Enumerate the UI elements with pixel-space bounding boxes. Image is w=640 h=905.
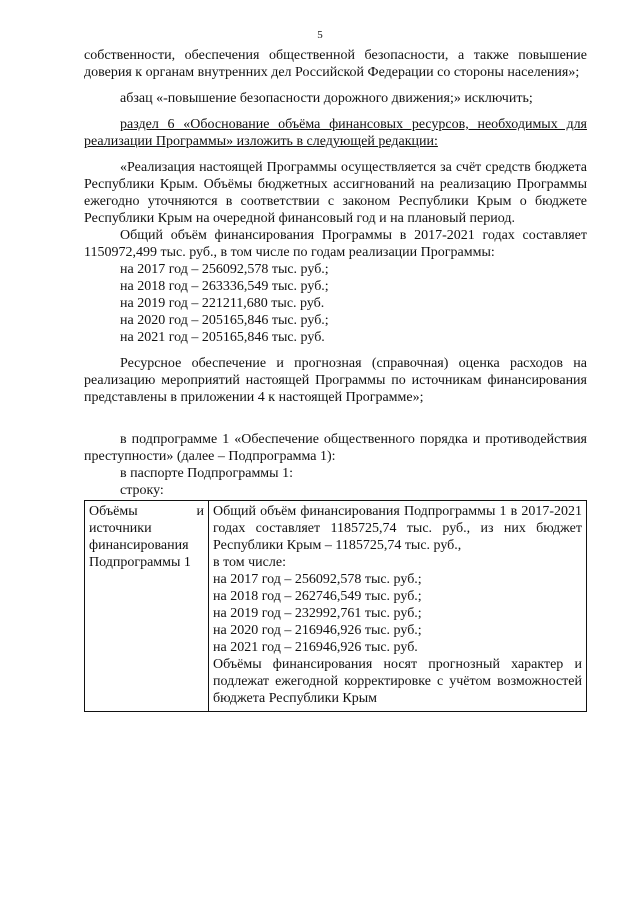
list-item: на 2017 год – 256092,578 тыс. руб.; <box>120 262 329 277</box>
list-item: на 2020 год – 205165,846 тыс. руб.; <box>120 313 329 328</box>
list-item: на 2021 год – 205165,846 тыс. руб. <box>120 330 325 345</box>
list-item: на 2020 год – 216946,926 тыс. руб.; <box>213 623 422 638</box>
paragraph-obshiy-obem: Общий объём финансирования Программы в 2017-2021 годах составляет 1150972,499 тыс. руб., в том числе по годам реализации Программы: <box>84 228 587 260</box>
paragraph-stroku: строку: <box>120 483 164 498</box>
paragraph-realizaciya: «Реализация настоящей Программы осуществляется за счёт средств бюджета Республики Крым. Объёмы бюджетных ассигнований на реализацию Программы ежегодно уточняются в соответствии с законом Республики Крым о бюджете Республики Крым на очередной финансовый год и на плановый период. <box>84 160 587 226</box>
table-row <box>85 501 587 712</box>
list-item: на 2017 год – 256092,578 тыс. руб.; <box>213 572 422 587</box>
table-intro: Общий объём финансирования Подпрограммы 1 в 2017-2021 годах составляет 1185725,74 тыс. руб., из них бюджет Республики Крым – 1185725,74 тыс. руб., <box>213 504 582 553</box>
page-number: 5 <box>317 29 323 41</box>
list-item: на 2018 год – 263336,549 тыс. руб.; <box>120 279 329 294</box>
table-cell-label: Объёмы и источники финансирования Подпрограммы 1 <box>85 501 209 712</box>
list-item: на 2019 год – 232992,761 тыс. руб.; <box>213 606 422 621</box>
table-vtom: в том числе: <box>213 555 286 570</box>
table-cell-value <box>209 501 587 712</box>
paragraph-podprogramma: в подпрограмме 1 «Обеспечение общественного порядка и противодействия преступности» (далее – Подпрограмма 1): <box>84 432 587 464</box>
list-item: на 2018 год – 262746,549 тыс. руб.; <box>213 589 422 604</box>
paragraph-resursnoe: Ресурсное обеспечение и прогнозная (справочная) оценка расходов на реализацию мероприятий настоящей Программы по источникам финансирования представлены в приложении 4 к настоящей Программе»; <box>84 356 587 405</box>
table-note: Объёмы финансирования носят прогнозный характер и подлежат ежегодной корректировке с учётом возможностей бюджета Республики Крым <box>213 657 582 706</box>
paragraph-pasport: в паспорте Подпрограммы 1: <box>120 466 293 481</box>
paragraph-intro: собственности, обеспечения общественной безопасности, а также повышение доверия к органам внутренних дел Российской Федерации со стороны населения»; <box>84 48 587 80</box>
paragraph-abzac: абзац «-повышение безопасности дорожного движения;» исключить; <box>120 91 533 106</box>
passport-table <box>84 500 587 712</box>
program-years-list <box>84 261 587 346</box>
list-item: на 2021 год – 216946,926 тыс. руб. <box>213 640 418 655</box>
paragraph-razdel: раздел 6 «Обоснование объёма финансовых ресурсов, необходимых для реализации Программы» изложить в следующей редакции: <box>84 117 587 149</box>
document-body <box>84 47 587 712</box>
list-item: на 2019 год – 221211,680 тыс. руб. <box>120 296 325 311</box>
